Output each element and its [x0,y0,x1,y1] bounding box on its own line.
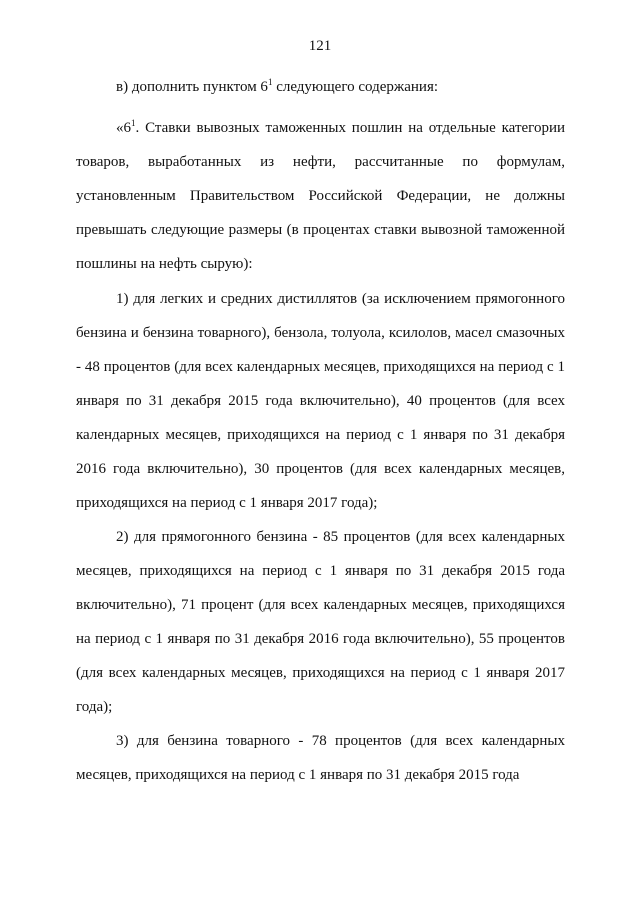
list-item-2-text: 2) для прямогонного бензина - 85 процентов (для всех календарных месяцев, приходящихся на период с 1 января по 31 декабря 2015 года включительно), 71 процент (для всех календарных месяцев, приходящихся на период с 1 января по 31 декабря 2016 года включительно), 55 процентов (для всех календарных месяцев, приходящихся на период с 1 января 2017 года); [76,529,565,715]
paragraph-6-1 [76,111,565,281]
paragraph-6-1-quote-open: «6 [116,120,131,136]
list-item-1-text: 1) для легких и средних дистиллятов (за исключением прямогонного бензина и бензина товарного), бензола, толуола, ксилолов, масел смазочных - 48 процентов (для всех календарных месяцев, приходящихся на период с 1 января по 31 декабря 2015 года включительно), 40 процентов (для всех календарных месяцев, приходящихся на период с 1 января по 31 декабря 2016 года включительно), 30 процентов (для всех календарных месяцев, приходящихся на период с 1 января 2017 года); [76,291,565,511]
paragraph-6-1-body: . Ставки вывозных таможенных пошлин на отдельные категории товаров, выработанных из нефти, рассчитанные по формулам, установленным Правительством Российской Федерации, не должны превышать следующие размеры (в процентах ставки вывозной таможенной пошлины на нефть сырую): [76,120,565,272]
list-item-1 [76,282,565,520]
list-item-2 [76,520,565,724]
intro-superscript: 1 [267,77,273,87]
paragraph-6-1-superscript: 1 [131,118,136,128]
intro-paragraph [76,70,565,104]
intro-text-before: в) дополнить пунктом 6 [116,79,268,95]
list-item-3 [76,724,565,792]
paragraph-6-1-text [76,111,565,281]
page-number: 121 [308,38,332,54]
intro-line [76,70,565,104]
intro-text-after: следующего содержания: [272,79,439,95]
list-item-3-text: 3) для бензина товарного - 78 процентов (для всех календарных месяцев, приходящихся на период с 1 января по 31 декабря 2015 года [76,733,565,783]
